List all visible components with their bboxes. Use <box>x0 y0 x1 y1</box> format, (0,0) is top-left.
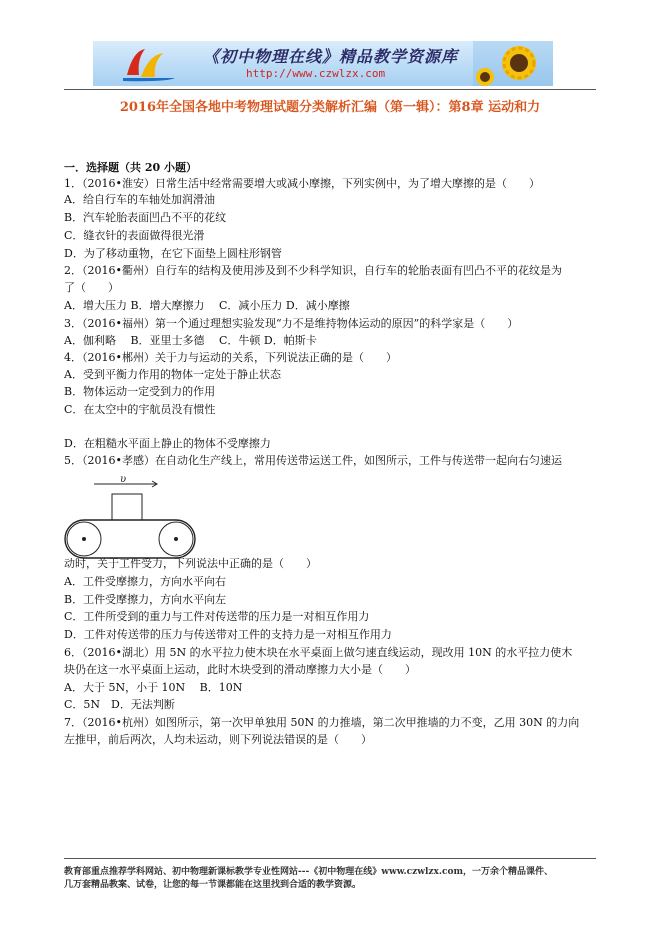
question-line: A．伽利略 B．亚里士多德 C．牛顿 D．帕斯卡 <box>64 334 317 347</box>
question-line: C．工件所受到的重力与工件对传送带的压力是一对相互作用力 <box>64 610 370 623</box>
banner-url: http://www.czwlzx.com <box>246 67 386 80</box>
question-line: B．物体运动一定受到力的作用 <box>64 385 216 398</box>
question-line: C．在太空中的宇航员没有惯性 <box>64 403 216 416</box>
conveyor-belt-figure <box>60 474 200 564</box>
footer-line-2: 几万套精品教案、试卷，让您的每一节课都能在这里找到合适的教学资源。 <box>64 880 362 890</box>
question-line: A．工件受摩擦力，方向水平向右 <box>64 575 226 588</box>
question-line: 3．（2016•福州）第一个通过理想实验发现“力不是维持物体运动的原因”的科学家是（ ） <box>64 317 519 330</box>
header-rule <box>64 89 596 90</box>
question-line: A．受到平衡力作用的物体一定处于静止状态 <box>64 368 281 381</box>
question-line: 2．（2016•衢州）自行车的结构及使用涉及到不少科学知识，自行车的轮胎表面有凹凸不平的花纹是为 <box>64 264 562 277</box>
site-banner <box>93 41 553 86</box>
question-line: A．大于 5N，小于 10N B．10N <box>64 681 243 694</box>
section-heading: 一．选择题（共 20 小题） <box>64 161 197 174</box>
question-line: 块仍在这一水平桌面上运动，此时木块受到的滑动摩擦力大小是（ ） <box>64 663 416 676</box>
question-line: B．工件受摩擦力，方向水平向左 <box>64 593 227 606</box>
question-line: C．缝衣针的表面做得很光滑 <box>64 229 205 242</box>
question-line: 4．（2016•郴州）关于力与运动的关系，下列说法正确的是（ ） <box>64 351 397 364</box>
question-line: A．给自行车的车轴处加润滑油 <box>64 193 215 206</box>
question-line: 6．（2016•湖北）用 5N 的水平拉力使木块在水平桌面上做匀速直线运动，现改用 10N 的水平拉力使木 <box>64 646 573 659</box>
footer-line-1: 教育部重点推荐学科网站、初中物理新课标教学专业性网站---《初中物理在线》www.czwlzx.com，一万余个精品课件、 <box>64 867 554 877</box>
question-line: D．工件对传送带的压力与传送带对工件的支持力是一对相互作用力 <box>64 628 392 641</box>
question-line: A．增大压力 B．增大摩擦力 C．减小压力 D．减小摩擦 <box>64 299 350 312</box>
question-line: 动时，关于工件受力，下列说法中正确的是（ ） <box>64 557 317 570</box>
question-line: 1．（2016•淮安）日常生活中经常需要增大或减小摩擦，下列实例中，为了增大摩擦的是（ ） <box>64 177 540 190</box>
question-line: C．5N D．无法判断 <box>64 698 175 711</box>
document-title: 2016年全国各地中考物理试题分类解析汇编（第一辑）：第8章 运动和力 <box>119 100 541 115</box>
question-line: 左推甲，前后两次，人均未运动，则下列说法错误的是（ ） <box>64 733 372 746</box>
question-line: D．为了移动重物，在它下面垫上圆柱形钢管 <box>64 247 282 260</box>
sunflower-icon <box>473 41 553 86</box>
question-line: D．在粗糙水平面上静止的物体不受摩擦力 <box>64 437 271 450</box>
question-line: 了（ ） <box>64 281 119 294</box>
footer-rule <box>64 858 596 859</box>
question-line: 5．（2016•孝感）在自动化生产线上，常用传送带运送工件，如图所示，工件与传送带一起向右匀速运 <box>64 454 562 467</box>
question-line: B．汽车轮胎表面凹凸不平的花纹 <box>64 211 227 224</box>
question-line: 7．（2016•杭州）如图所示，第一次甲单独用 50N 的力推墙，第二次甲推墙的力不变，乙用 30N 的力向 <box>64 716 580 729</box>
site-logo-icon <box>119 45 189 83</box>
banner-title: 《初中物理在线》精品教学资源库 <box>203 47 459 66</box>
velocity-label: υ <box>120 474 127 485</box>
